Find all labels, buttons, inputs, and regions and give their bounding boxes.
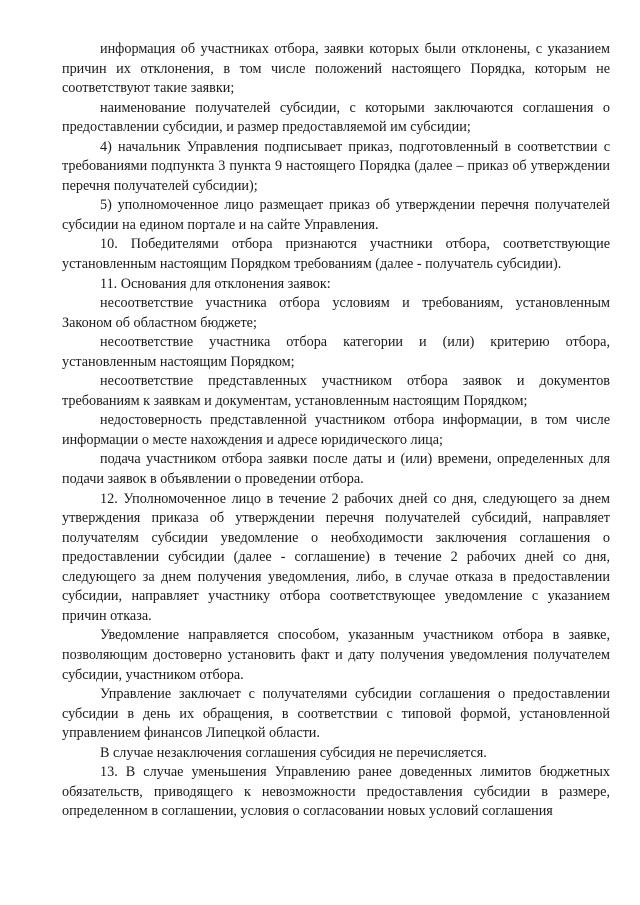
paragraph-clause-10: 10. Победителями отбора признаются участники отбора, соответствующие установленным настоящим Порядком требованиям (далее - получатель субсидии). [62,236,610,273]
paragraph-notification-method: Уведомление направляется способом, указанным участником отбора в заявке, позволяющим достоверно установить факт и дату получения уведомления получателем субсидии, участником отбора. [62,627,610,683]
paragraph-clause-12: 12. Уполномоченное лицо в течение 2 рабочих дней со дня, следующего за днем утверждения приказа об утверждении перечня получателей субсидий, направляет получателям субсидии уведомление о необходимости заключения соглашения о предоставлении субсидии (далее - соглашение) в течение 2 рабочих дней со дня, следующего за днем получения уведомления, либо, в случае отказа в предоставлении субсидии, направляет участнику отбора соответствующее уведомление с указанием причин отказа. [62,490,610,624]
paragraph-clause-13: 13. В случае уменьшения Управлению ранее доведенных лимитов бюджетных обязательств, приводящего к невозможности предоставления субсидии в размере, определенном в соглашении, условия о согласовании новых условий соглашения [62,764,610,820]
paragraph-item-5: 5) уполномоченное лицо размещает приказ об утверждении перечня получателей субсидии на едином портале и на сайте Управления. [62,197,610,233]
paragraph-rejection-ground-4: недостоверность представленной участником отбора информации, в том числе информации о месте нахождения и адресе юридического лица; [62,412,610,448]
paragraph-agreement-conclusion: Управление заключает с получателями субсидии соглашения о предоставлении субсидии в день их обращения, в соответствии с типовой формой, установленной управлением финансов Липецкой области. [62,686,610,742]
paragraph-clause-11: 11. Основания для отклонения заявок: [100,275,331,292]
paragraph-rejection-ground-5: подача участником отбора заявки после даты и (или) времени, определенных для подачи заявок в объявлении о проведении отбора. [62,451,610,488]
paragraph-rejected-participants-info: информация об участниках отбора, заявки которых были отклонены, с указанием причин их отклонения, в том числе положений настоящего Порядка, которым не соответствуют такие заявки; [62,41,610,97]
paragraph-item-4: 4) начальник Управления подписывает приказ, подготовленный в соответствии с требованиями подпункта 3 пункта 9 настоящего Порядка (далее – приказ об утверждении перечня получателей субсидии); [62,138,610,194]
paragraph-recipients-names: наименование получателей субсидии, с которыми заключаются соглашения о предоставлении субсидии, и размер предоставляемой им субсидии; [62,99,610,136]
paragraph-rejection-ground-2: несоответствие участника отбора категории и (или) критерию отбора, установленным настоящим Порядком; [62,334,610,370]
paragraph-rejection-ground-3: несоответствие представленных участником отбора заявок и документов требованиям к заявкам и документам, установленным настоящим Порядком; [62,373,610,409]
document-body [62,40,610,822]
paragraph-rejection-ground-1: несоответствие участника отбора условиям и требованиям, установленным Законом об областном бюджете; [62,295,610,331]
paragraph-non-conclusion: В случае незаключения соглашения субсидия не перечисляется. [100,744,487,761]
